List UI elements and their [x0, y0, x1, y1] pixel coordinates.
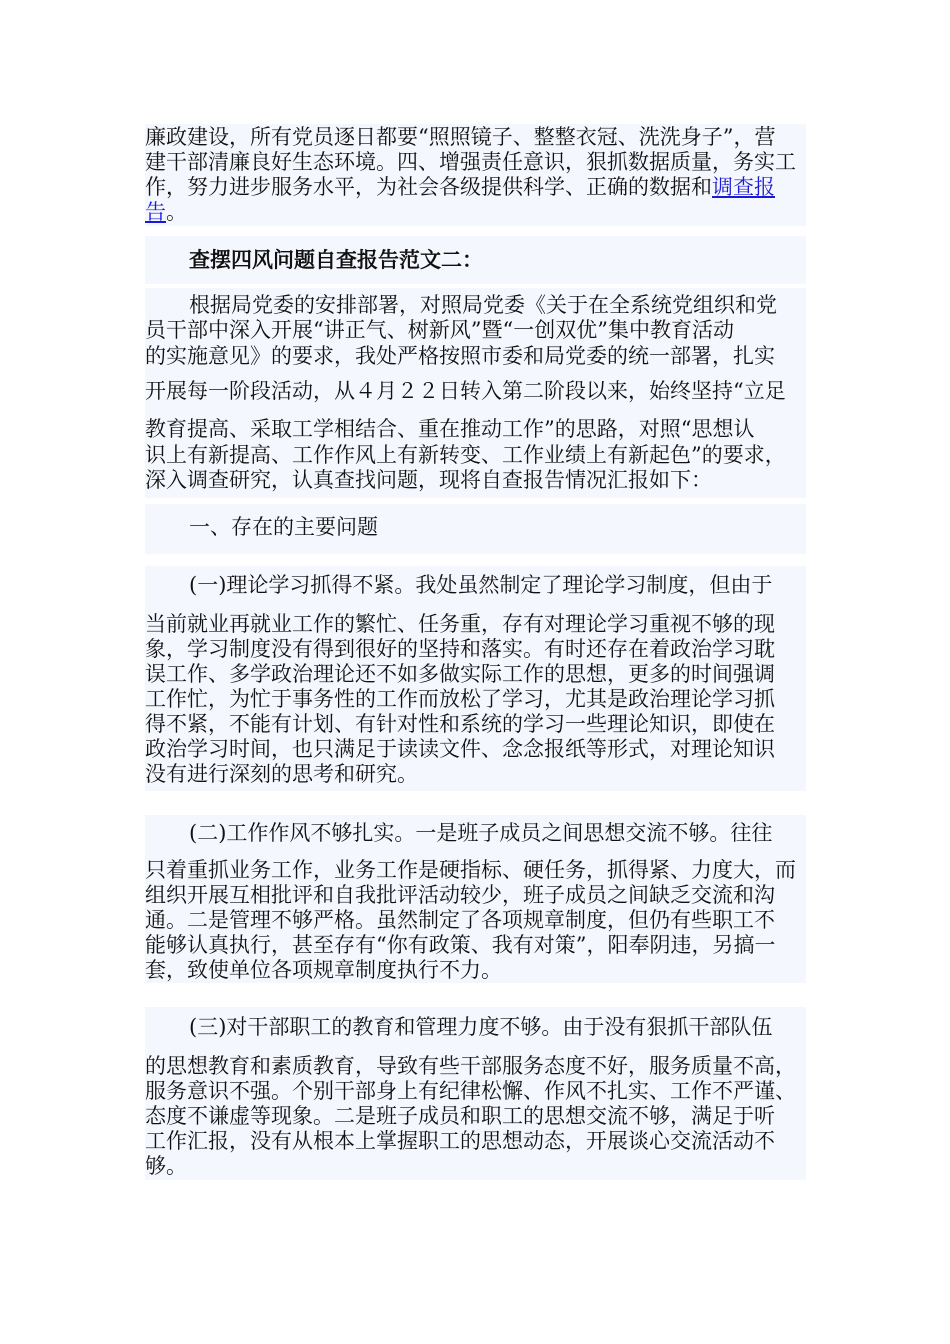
- text-line: 建干部清廉良好生态环境。四、增强责任意识，狠抓数据质量，务实工: [145, 150, 796, 174]
- text-line: 象，学习制度没有得到很好的坚持和落实。有时还存在着政治学习耽: [145, 637, 775, 661]
- text-line: 识上有新提高、工作作风上有新转变、工作业绩上有新起色”的要求，: [145, 443, 786, 467]
- text-line: 廉政建设，所有党员逐日都要“照照镜子、整整衣冠、洗洗身子”，营: [145, 125, 776, 149]
- text-line: (二)工作作风不够扎实。一是班子成员之间思想交流不够。往往: [189, 821, 773, 845]
- text-line: (三)对干部职工的教育和管理力度不够。由于没有狠抓干部队伍: [189, 1015, 773, 1039]
- text-line: 误工作、多学政治理论还不如多做实际工作的思想，更多的时间强调: [145, 662, 775, 686]
- text-line: 只着重抓业务工作，业务工作是硬指标、硬任务，抓得紧、力度大，而: [145, 858, 796, 882]
- paragraph-continuation: [145, 124, 806, 226]
- text-line: 工作汇报，没有从根本上掌握职工的思想动态，开展谈心交流活动不: [145, 1129, 775, 1153]
- text-line: 得不紧，不能有计划、有针对性和系统的学习一些理论知识，即使在: [145, 712, 775, 736]
- paragraph-intro: [145, 288, 806, 498]
- text-line: [145, 199, 806, 226]
- section-title-block: [145, 504, 806, 554]
- paragraph-2: [145, 815, 806, 983]
- paragraph-1: [145, 566, 806, 791]
- text-line: 没有进行深刻的思考和研究。: [145, 762, 418, 786]
- text-span: 作，努力进步服务水平，为社会各级提供科学、正确的数据和: [145, 175, 712, 199]
- text-line: 够。: [145, 1154, 187, 1178]
- text-line: 深入调查研究，认真查找问题，现将自查报告情况汇报如下：: [145, 468, 712, 492]
- text-line: 当前就业再就业工作的繁忙、任务重，存有对理论学习重视不够的现: [145, 612, 775, 636]
- survey-report-link-cont[interactable]: 告: [145, 200, 166, 224]
- text-line: [145, 174, 806, 201]
- text-line: 通。二是管理不够严格。虽然制定了各项规章制度，但仍有些职工不: [145, 908, 775, 932]
- text-line: 政治学习时间，也只满足于读读文件、念念报纸等形式，对理论知识: [145, 737, 775, 761]
- text-span: 。: [166, 200, 187, 224]
- text-line: 组织开展互相批评和自我批评活动较少，班子成员之间缺乏交流和沟: [145, 883, 775, 907]
- text-line: 根据局党委的安排部署，对照局党委《关于在全系统党组织和党: [189, 293, 777, 317]
- text-line: 能够认真执行，甚至存有“你有政策、我有对策”，阳奉阴违，另搞一: [145, 933, 776, 957]
- heading-block: [145, 236, 806, 284]
- text-line: 态度不谦虚等现象。二是班子成员和职工的思想交流不够，满足于听: [145, 1104, 775, 1128]
- text-line: (一)理论学习抓得不紧。我处虽然制定了理论学习制度，但由于: [189, 573, 773, 597]
- text-line: 员干部中深入开展“讲正气、树新风”暨“一创双优”集中教育活动: [145, 318, 734, 342]
- text-line: 工作忙，为忙于事务性的工作而放松了学习，尤其是政治理论学习抓: [145, 687, 775, 711]
- section-title: 一、存在的主要问题: [189, 515, 378, 539]
- survey-report-link[interactable]: 调查报: [712, 175, 775, 199]
- text-line: 套，致使单位各项规章制度执行不力。: [145, 958, 502, 982]
- text-line: 的思想教育和素质教育，导致有些干部服务态度不好，服务质量不高，: [145, 1054, 796, 1078]
- section-heading: 查摆四风问题自查报告范文二：: [189, 247, 483, 272]
- text-line: 开展每一阶段活动，从４月２２日转入第二阶段以来，始终坚持“立足: [145, 379, 786, 403]
- paragraph-3: [145, 1007, 806, 1180]
- text-line: 教育提高、采取工学相结合、重在推动工作”的思路，对照“思想认: [145, 417, 755, 441]
- text-line: 的实施意见》的要求，我处严格按照市委和局党委的统一部署，扎实: [145, 344, 775, 368]
- text-line: 服务意识不强。个别干部身上有纪律松懈、作风不扎实、工作不严谨、: [145, 1079, 796, 1103]
